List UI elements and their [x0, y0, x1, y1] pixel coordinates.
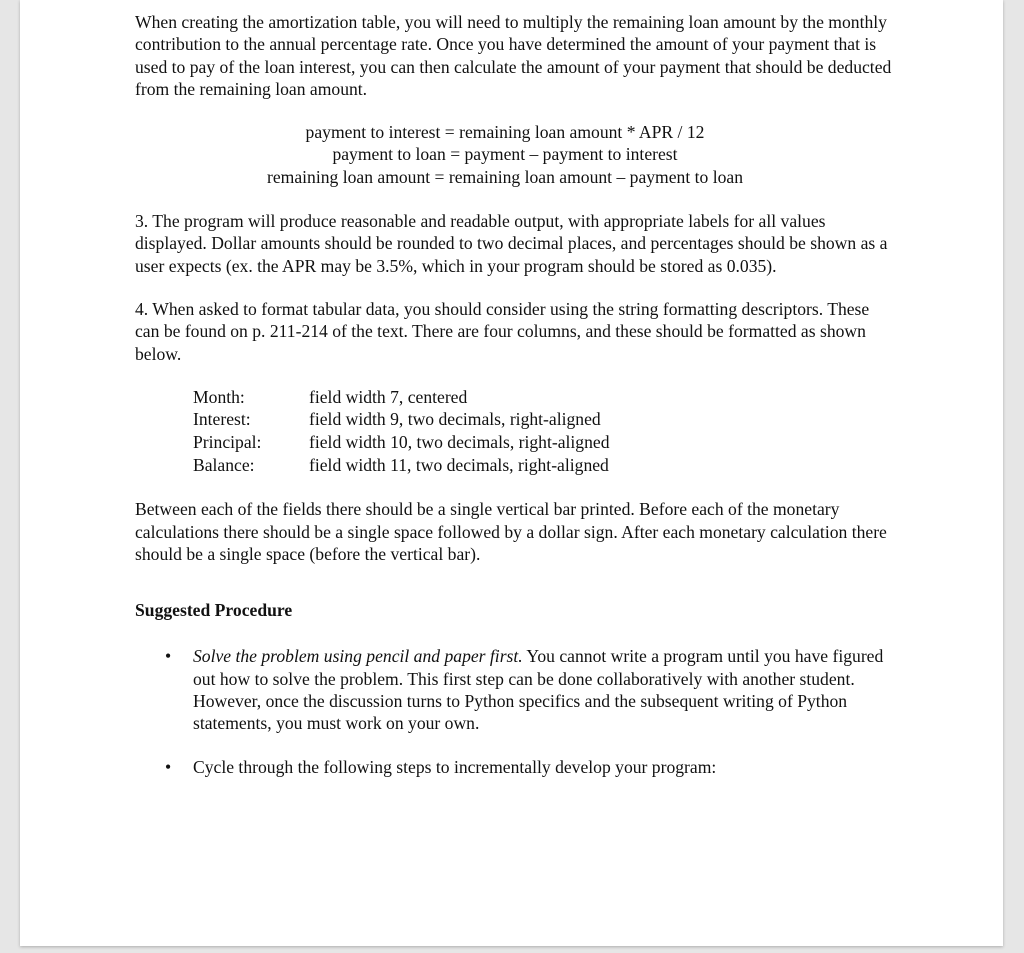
formula-block	[135, 121, 895, 188]
format-spec-table	[193, 386, 610, 476]
format-row-principal	[193, 431, 610, 454]
format-desc: field width 7, centered	[309, 386, 468, 407]
item-4-paragraph: 4. When asked to format tabular data, you should consider using the string formatting descriptors. These can be found on p. 211-214 of the text. There are four columns, and these should be formatted as shown below.	[135, 298, 870, 364]
formula-payment-to-interest: payment to interest = remaining loan amount * APR / 12	[305, 122, 705, 143]
format-label: Month:	[193, 386, 245, 407]
format-row-month	[193, 386, 610, 409]
procedure-list	[135, 645, 895, 777]
format-row-interest	[193, 408, 610, 431]
format-desc: field width 10, two decimals, right-aligned	[309, 432, 610, 453]
document-content	[135, 11, 895, 799]
format-label: Balance:	[193, 454, 255, 475]
bullet-icon: •	[165, 756, 172, 777]
italic-lead: Solve the problem using pencil and paper first.	[193, 646, 523, 667]
intro-paragraph: When creating the amortization table, you will need to multiply the remaining loan amount by the monthly contribution to the annual percentage rate. Once you have determined the amount of your payment that is used to pay of the loan interest, you can then calculate the amount of your payment that should be deducted from the remaining loan amount.	[135, 12, 892, 99]
item-3-paragraph: 3. The program will produce reasonable and readable output, with appropriate labels for all values displayed. Dollar amounts should be rounded to two decimal places, and percentages should be shown as a user expects (ex. the APR may be 3.5%, which in your program should be stored as 0.035).	[135, 211, 888, 276]
list-item	[135, 645, 895, 734]
format-desc: field width 9, two decimals, right-aligned	[309, 409, 601, 430]
format-label: Interest:	[193, 409, 251, 430]
list-item-text: You cannot write a program until you have figured out how to solve the problem. This first step can be done collaboratively with another student. However, once the discussion turns to Python specifics and the subsequent writing of Python statements, you must work on your own.	[193, 646, 884, 734]
separator-paragraph: Between each of the fields there should be a single vertical bar printed. Before each of the monetary calculations there should be a single space followed by a dollar sign. After each monetary calculation there should be a single space (before the vertical bar).	[135, 499, 887, 564]
document-page	[20, 0, 1003, 946]
format-row-balance	[193, 454, 610, 477]
format-label: Principal:	[193, 432, 262, 453]
formula-payment-to-loan: payment to loan = payment – payment to interest	[332, 144, 678, 165]
bullet-icon: •	[165, 646, 172, 667]
format-desc: field width 11, two decimals, right-aligned	[309, 454, 609, 475]
list-item-text: Cycle through the following steps to incrementally develop your program:	[193, 756, 717, 777]
list-item	[135, 756, 895, 778]
section-heading: Suggested Procedure	[135, 600, 293, 621]
formula-remaining-loan: remaining loan amount = remaining loan amount – payment to loan	[266, 166, 744, 187]
